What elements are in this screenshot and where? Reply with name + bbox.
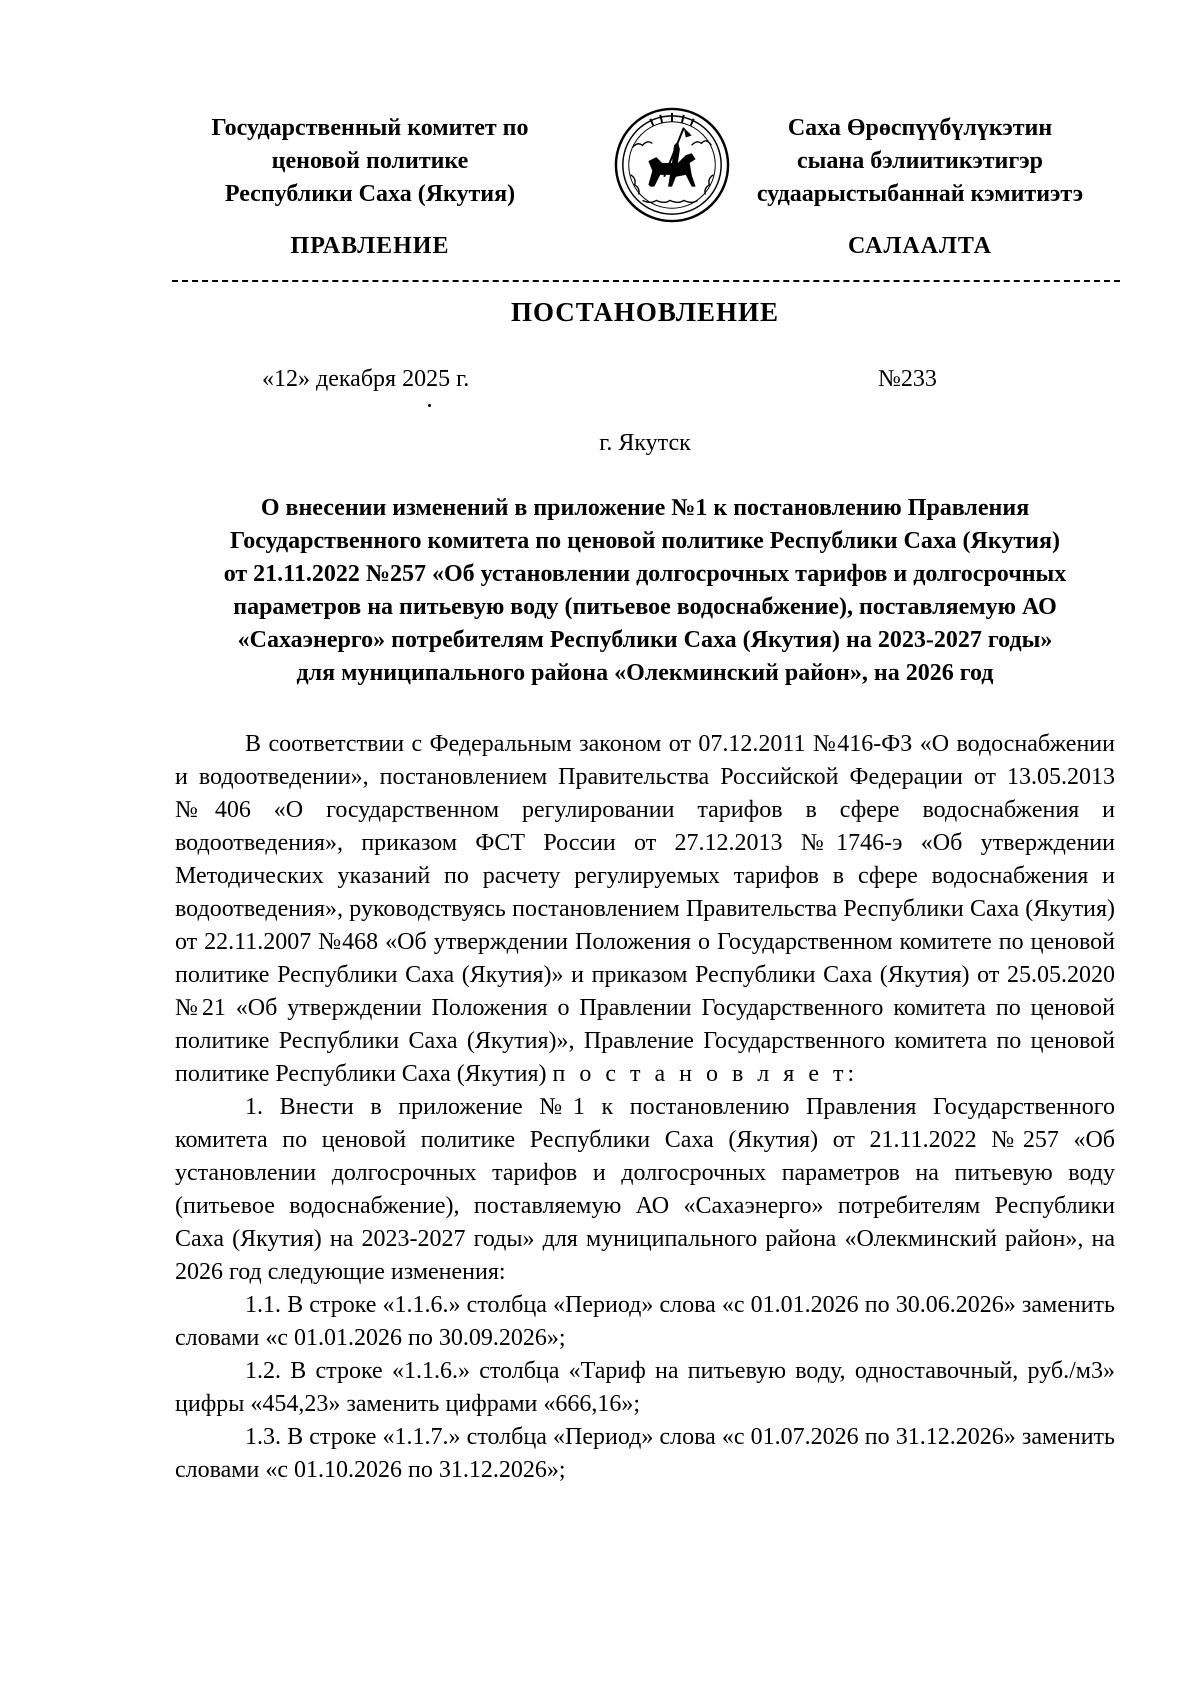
subject-line: О внесении изменений в приложение №1 к постановлению Правления [260,495,1030,521]
dashed-divider [172,280,1120,282]
subject-line: от 21.11.2022 №257 «Об установлении долгосрочных тарифов и долгосрочных [223,561,1067,587]
committee-name-sakha [730,112,1110,211]
preamble-paragraph [175,728,1115,1091]
document-number: №233 [878,366,937,392]
committee-name-line: ценовой политике [271,148,469,174]
document-title: ПОСТАНОВЛЕНИЕ [510,297,780,327]
document-date: «12» декабря 2025 г. [262,366,470,392]
committee-name-russian [175,112,565,211]
subject-line: Государственного комитета по ценовой политике Республики Саха (Якутия) [230,528,1060,554]
document-subject [175,492,1115,690]
document-city: г. Якутск [599,430,691,456]
preamble-text: В соответствии с Федеральным законом от 07.12.2011 №416-ФЗ «О водоснабжении и водоотведении», постановлением Правительства Российской Федерации от 13.05.2013 №406 «О государственном регулировании тарифов в сфере водоснабжения и водоотведения», приказом ФСТ России от 27.12.2013 №1746-э «Об утверждении Методических указаний по расчету регулируемых тарифов в сфере водоснабжения и водоотведения», руководствуясь постановлением Правительства Республики Саха (Якутия) от 22.11.2007 №468 «Об утверждении Положения о Государственном комитете по ценовой политике Республики Саха (Якутия)» и приказом Республики Саха (Якутия) от 25.05.2020 №21 «Об утверждении Положения о Правлении Государственного комитета по ценовой политике Республики Саха (Якутия)», Правление Государственного комитета по ценовой политике Республики Саха (Якутия) [175,731,1115,1087]
board-label-russian: ПРАВЛЕНИЕ [290,233,450,259]
item-1-3-paragraph: 1.3. В строке «1.1.7.» столбца «Период» слова «с 01.07.2026 по 31.12.2026» заменить словами «с 01.10.2026 по 31.12.2026»; [175,1424,1115,1483]
committee-name-line: сыана бэлиитикэтигэр [796,148,1043,174]
committee-name-line: Государственный комитет по [211,115,529,141]
subject-line: параметров на питьевую воду (питьевое водоснабжение), поставляемую АО [233,594,1057,620]
item-1-paragraph: 1. Внести в приложение №1 к постановлению Правления Государственного комитета по ценовой политике Республики Саха (Якутия) от 21.11.2022 №257 «Об установлении долгосрочных тарифов и долгосрочных параметров на питьевую воду (питьевое водоснабжение), поставляемую АО «Сахаэнерго» потребителям Республики Саха (Якутия) на 2023-2027 годы» для муниципального района «Олекминский район», на 2026 год следующие изменения: [175,1094,1115,1285]
place-marker [428,404,431,407]
committee-name-line: судаарыстыбаннай кэмитиэтэ [756,181,1084,207]
committee-name-line: Саха Өрөспүүбүлүкэтин [787,115,1053,141]
item-1-1-paragraph: 1.1. В строке «1.1.6.» столбца «Период» слова «с 01.01.2026 по 30.06.2026» заменить словами «с 01.01.2026 по 30.09.2026»; [175,1292,1115,1351]
document-body [175,728,1115,1487]
committee-name-line: Республики Саха (Якутия) [224,181,516,207]
subject-line: для муниципального района «Олекминский район», на 2026 год [296,660,994,686]
board-label-sakha: САЛААЛТА [847,233,993,259]
subject-line: «Сахаэнерго» потребителям Республики Саха (Якутия) на 2023-2027 годы» [237,627,1053,653]
sakha-coat-of-arms-icon [613,106,731,224]
item-1-2-paragraph: 1.2. В строке «1.1.6.» столбца «Тариф на питьевую воду, одноставочный, руб./м3» цифры «454,23» заменить цифрами «666,16»; [175,1358,1115,1417]
resolves-word: п о с т а н о в л я е т: [552,1061,859,1087]
